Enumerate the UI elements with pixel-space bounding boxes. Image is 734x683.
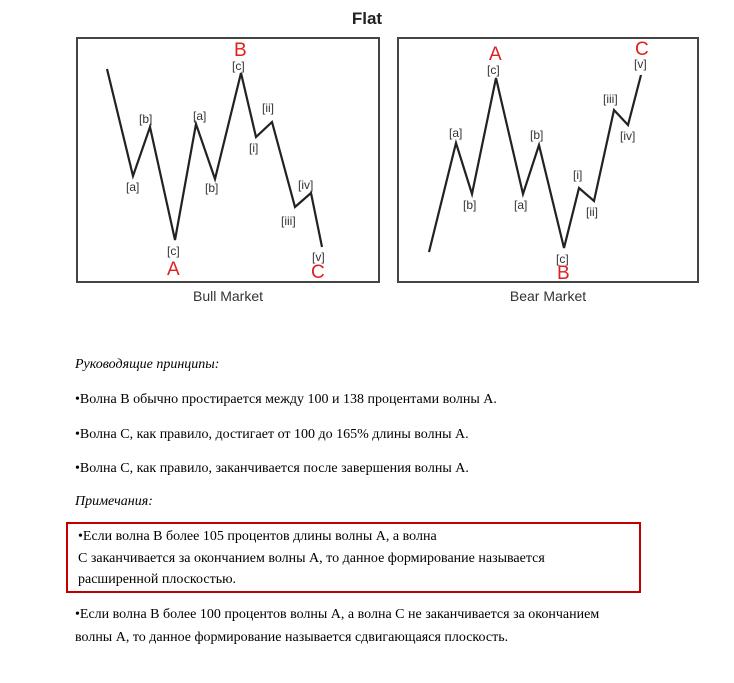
guideline-2: •Волна С, как правило, достигает от 100 до 165% длины волны А. [75,427,469,442]
bull-main-label-c: C [311,262,325,281]
bull-market-panel [76,37,380,283]
figure-title: Flat [351,9,383,28]
bear-label-ii: [ii] [586,205,598,219]
bull-label-a2: [a] [193,109,207,123]
bear-label-b1: [b] [463,198,477,212]
bear-label-iv: [iv] [620,129,636,143]
boxed-note-line-1: •Если волна В более 105 процентов длины волны А, а волна [78,529,437,544]
note-2-line-2: волны А, то данное формирование называется сдвигающаяся плоскость. [75,630,509,645]
bull-label-a1: [a] [126,180,140,194]
bear-main-label-a: A [489,44,502,65]
boxed-note [66,522,641,593]
bull-main-label-b: B [234,40,247,61]
bear-market-panel [397,37,699,283]
bull-label-c1: [c] [167,244,180,258]
bear-main-label-b: B [557,263,570,281]
bull-main-label-a: A [167,259,180,280]
bull-label-i: [i] [249,141,259,155]
guidelines-heading: Руководящие принципы: [75,357,220,372]
boxed-note-line-2: С заканчивается за окончанием волны А, то данное формирование называется [78,551,545,566]
bear-label-iii: [iii] [603,92,618,106]
bull-label-b1: [b] [139,112,153,126]
bull-market-caption: Bull Market [192,288,264,304]
note-2-line-1: •Если волна В более 100 процентов волны А, а волна С не заканчивается за окончанием [75,607,600,622]
bear-wave-diagram [399,39,697,281]
bull-label-v: [v] [312,250,325,264]
notes-heading: Примечания: [75,494,153,509]
bear-label-i: [i] [573,168,583,182]
guideline-3: •Волна С, как правило, заканчивается после завершения волны А. [75,461,469,476]
bear-label-v: [v] [634,57,647,71]
bull-label-iv: [iv] [298,178,314,192]
bear-label-c2: [c] [556,252,569,266]
bear-label-b2: [b] [530,128,544,142]
boxed-note-line-3: расширенной плоскостью. [78,572,237,587]
bear-label-c1: [c] [487,63,500,77]
bull-label-b2: [b] [205,181,219,195]
bear-label-a1: [a] [449,126,463,140]
bear-market-caption: Bear Market [509,288,587,304]
guideline-1: •Волна В обычно простирается между 100 и 138 процентами волны А. [75,392,497,407]
bear-main-label-c: C [635,39,649,60]
bull-wave-diagram [78,39,378,281]
bull-label-ii: [ii] [262,101,274,115]
bear-label-a2: [a] [514,198,528,212]
bull-label-iii: [iii] [281,214,296,228]
bull-label-c2: [c] [232,59,245,73]
